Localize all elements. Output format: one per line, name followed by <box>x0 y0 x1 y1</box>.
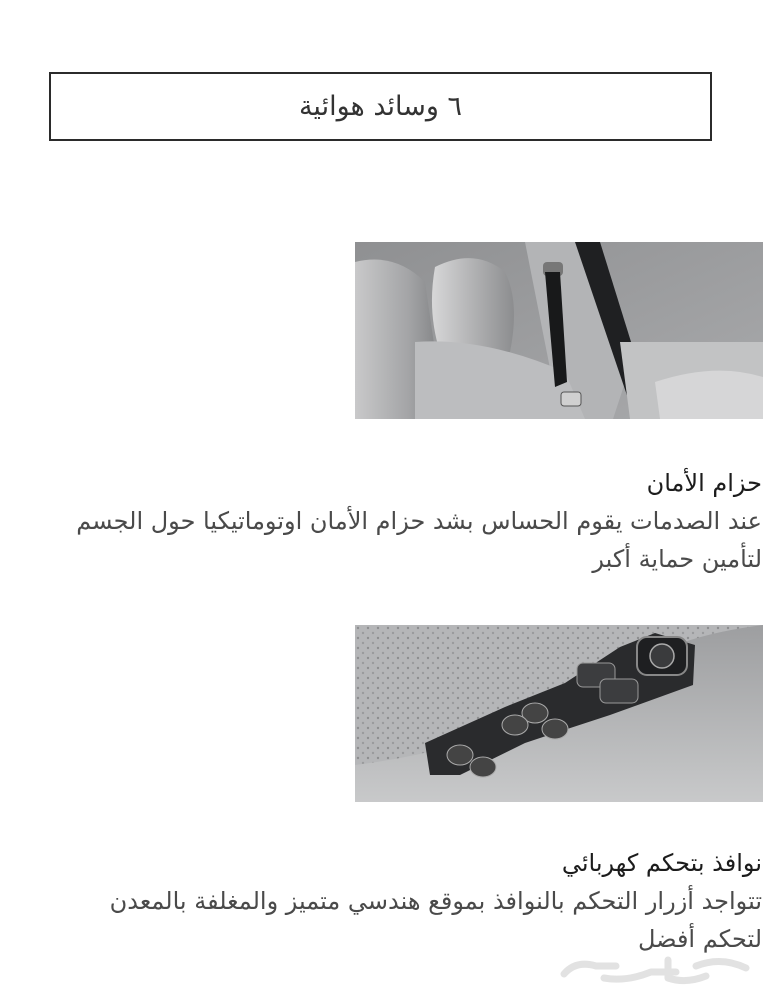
seatbelt-title: حزام الأمان <box>646 469 762 497</box>
seatbelt-description: عند الصدمات يقوم الحساس بشد حزام الأمان اوتوماتيكيا حول الجسم لتأمين حماية أكبر <box>76 507 762 573</box>
page-title-box <box>49 72 712 141</box>
power-windows-description: تتواجد أزرار التحكم بالنوافذ بموقع هندسي متميز والمغلفة بالمعدن لتحكم أفضل <box>109 887 762 953</box>
haraj-watermark-logo <box>556 946 756 992</box>
power-windows-feature <box>72 846 762 958</box>
seatbelt-feature <box>42 466 762 578</box>
window-switch-photo <box>355 625 763 802</box>
power-windows-title: نوافذ بتحكم كهربائي <box>561 849 762 877</box>
page-title: ٦ وسائد هوائية <box>298 91 463 122</box>
seatbelt-photo <box>355 242 763 419</box>
